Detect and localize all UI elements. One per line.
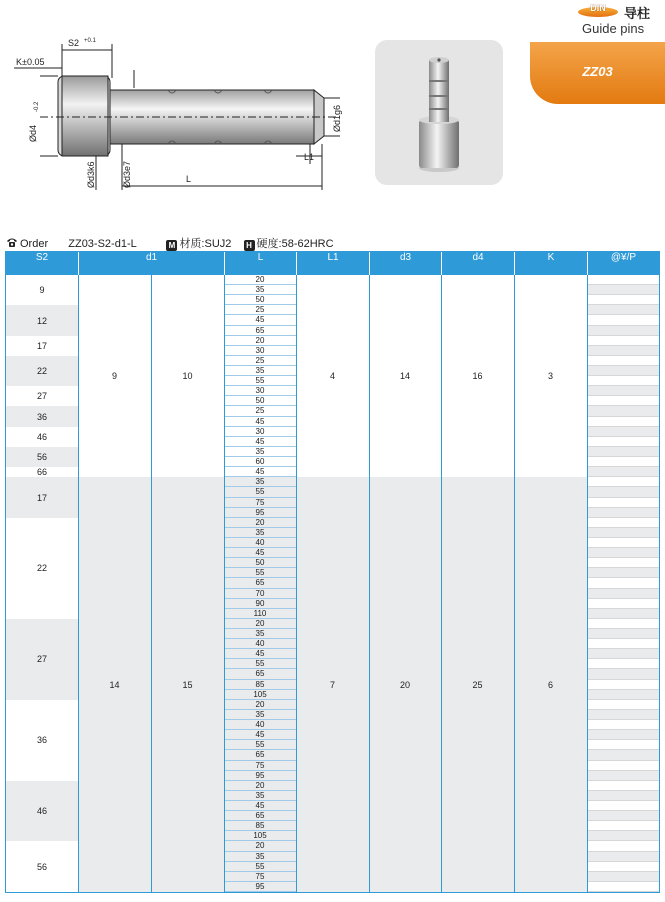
row-l-value: 65 [224, 669, 296, 679]
row-price-cell [587, 811, 659, 821]
row-price-cell [587, 599, 659, 609]
row-l-value: 55 [224, 659, 296, 669]
row-s2-value: 17 [36, 492, 47, 503]
row-l-value: 30 [224, 427, 296, 437]
label-k: K±0.05 [16, 57, 45, 67]
row-l-value: 65 [224, 750, 296, 760]
col-l1: L1 [296, 252, 369, 275]
row-l-value: 95 [224, 508, 296, 518]
row-l-value: 40 [224, 538, 296, 548]
row-s2-value: 36 [36, 411, 47, 422]
row-price-cell [587, 740, 659, 750]
group-d1: 9 [111, 371, 117, 382]
row-l-value: 105 [224, 690, 296, 700]
table-header [6, 252, 659, 275]
order-code: ZZ03-S2-d1-L [68, 238, 137, 250]
row-s2-value: 27 [36, 654, 47, 665]
row-price-cell [587, 852, 659, 862]
row-price-cell [587, 477, 659, 487]
product-photo [375, 40, 503, 185]
row-price-cell [587, 710, 659, 720]
row-l-value: 55 [224, 487, 296, 497]
row-l-value: 20 [224, 518, 296, 528]
row-l-value: 35 [224, 285, 296, 295]
row-price-cell [587, 609, 659, 619]
brand-header [578, 3, 660, 35]
row-price-cell [587, 427, 659, 437]
row-l-value: 25 [224, 406, 296, 416]
row-l-value: 35 [224, 629, 296, 639]
row-price-cell [587, 841, 659, 851]
row-price-cell [587, 669, 659, 679]
product-code: ZZ03 [582, 64, 613, 79]
row-l-value: 50 [224, 396, 296, 406]
row-l-value: 35 [224, 528, 296, 538]
row-price-cell [587, 498, 659, 508]
row-l-value: 85 [224, 680, 296, 690]
row-l-value: 40 [224, 639, 296, 649]
row-l-value: 20 [224, 275, 296, 285]
title-en: Guide pins [582, 21, 645, 36]
row-s2 [6, 700, 78, 781]
row-l-value: 65 [224, 811, 296, 821]
group-d3: 20 [399, 679, 410, 690]
row-price-cell [587, 649, 659, 659]
col-l: L [224, 252, 296, 275]
row-price-cell [587, 326, 659, 336]
row-price-cell [587, 761, 659, 771]
column-divider [151, 275, 152, 892]
row-price-cell [587, 285, 659, 295]
row-s2 [6, 781, 78, 842]
row-l-value: 95 [224, 771, 296, 781]
row-s2-value: 36 [36, 735, 47, 746]
row-l-value: 30 [224, 346, 296, 356]
row-price-cell [587, 346, 659, 356]
row-l-value: 35 [224, 791, 296, 801]
row-l-value: 25 [224, 305, 296, 315]
row-s2-value: 46 [36, 431, 47, 442]
row-s2 [6, 336, 78, 356]
row-price-cell [587, 487, 659, 497]
col-price: @¥/P [587, 252, 659, 275]
row-s2-value: 22 [36, 366, 47, 377]
row-l-value: 45 [224, 801, 296, 811]
row-s2-value: 27 [36, 391, 47, 402]
row-l-value: 45 [224, 315, 296, 325]
material-icon: M [166, 240, 177, 251]
row-s2-value: 56 [36, 452, 47, 463]
col-s2: S2 [35, 252, 49, 263]
row-l-value: 50 [224, 295, 296, 305]
row-s2 [6, 841, 78, 892]
row-l-value: 85 [224, 821, 296, 831]
technical-drawing [0, 30, 360, 200]
row-l-value: 20 [224, 781, 296, 791]
group-k: 3 [547, 371, 553, 382]
row-price-cell [587, 720, 659, 730]
row-price-cell [587, 447, 659, 457]
row-l-value: 55 [224, 568, 296, 578]
row-price-cell [587, 730, 659, 740]
row-l-value: 75 [224, 761, 296, 771]
table-body [6, 275, 659, 892]
group-d1: 14 [109, 679, 120, 690]
column-divider [369, 275, 370, 892]
row-price-cell [587, 305, 659, 315]
row-s2-value: 22 [36, 563, 47, 574]
label-d2: Ød3e7 [122, 160, 132, 188]
row-l-value: 45 [224, 467, 296, 477]
column-divider [514, 275, 515, 892]
row-l-value: 45 [224, 649, 296, 659]
label-s2-tol: +0.1 [84, 38, 96, 44]
group-l1: 4 [329, 371, 335, 382]
row-s2 [6, 477, 78, 517]
row-price-cell [587, 538, 659, 548]
group-d3: 14 [399, 371, 410, 382]
row-price-cell [587, 680, 659, 690]
row-price-cell [587, 376, 659, 386]
row-price-cell [587, 750, 659, 760]
row-l-value: 20 [224, 700, 296, 710]
row-l-value: 35 [224, 447, 296, 457]
row-price-cell [587, 528, 659, 538]
din-badge [578, 4, 618, 17]
guide-pin-image [375, 40, 503, 185]
row-l-value: 75 [224, 872, 296, 882]
spec-table [5, 251, 660, 893]
row-l-value: 30 [224, 386, 296, 396]
row-price-cell [587, 771, 659, 781]
row-price-cell [587, 872, 659, 882]
row-l-value: 35 [224, 710, 296, 720]
row-l-value: 50 [224, 558, 296, 568]
row-l-value: 40 [224, 720, 296, 730]
row-price-cell [587, 548, 659, 558]
row-s2-value: 66 [36, 467, 47, 478]
group-d1-second: 15 [182, 679, 193, 690]
col-k: K [514, 252, 587, 275]
row-price-cell [587, 356, 659, 366]
row-price-cell [587, 831, 659, 841]
column-divider [78, 275, 79, 892]
label-d4-tol: -0.2 [34, 101, 40, 112]
row-s2 [6, 386, 78, 406]
row-l-value: 25 [224, 356, 296, 366]
row-s2-value: 17 [36, 340, 47, 351]
label-d1: Ød1g6 [332, 104, 342, 132]
row-l-value: 95 [224, 882, 296, 892]
column-divider [441, 275, 442, 892]
row-l-value: 65 [224, 578, 296, 588]
group-d1-second: 10 [182, 371, 193, 382]
material-text: 材质:SUJ2 [179, 238, 232, 250]
row-price-cell [587, 558, 659, 568]
label-s2: S2 [68, 38, 80, 48]
hardness-icon: H [244, 240, 255, 251]
col-d3: d3 [369, 252, 441, 275]
row-s2-value: 9 [39, 285, 45, 296]
product-code-tab [530, 42, 665, 104]
row-price-cell [587, 791, 659, 801]
label-l1: L1 [304, 152, 315, 162]
row-l-value: 55 [224, 862, 296, 872]
row-price-cell [587, 862, 659, 872]
row-price-cell [587, 781, 659, 791]
column-divider [587, 275, 588, 892]
row-l-value: 20 [224, 841, 296, 851]
row-l-value: 55 [224, 376, 296, 386]
row-price-cell [587, 578, 659, 588]
row-l-value: 45 [224, 548, 296, 558]
row-price-cell [587, 629, 659, 639]
row-price-cell [587, 619, 659, 629]
row-s2 [6, 356, 78, 386]
row-l-value: 35 [224, 477, 296, 487]
row-price-cell [587, 518, 659, 528]
row-price-cell [587, 366, 659, 376]
row-l-value: 75 [224, 498, 296, 508]
row-price-cell [587, 386, 659, 396]
row-price-cell [587, 508, 659, 518]
title-cn: 导柱 [624, 7, 651, 22]
row-l-value: 20 [224, 619, 296, 629]
row-price-cell [587, 467, 659, 477]
row-price-cell [587, 396, 659, 406]
label-d4: Ød4 [28, 124, 38, 142]
group-l1: 7 [329, 679, 335, 690]
row-s2 [6, 619, 78, 700]
row-s2 [6, 518, 78, 619]
row-price-cell [587, 568, 659, 578]
row-s2 [6, 305, 78, 335]
row-l-value: 105 [224, 831, 296, 841]
row-price-cell [587, 690, 659, 700]
row-s2 [6, 467, 78, 477]
row-l-value: 35 [224, 852, 296, 862]
row-l-value: 70 [224, 589, 296, 599]
row-s2-value: 46 [36, 806, 47, 817]
order-label: Order [20, 238, 49, 250]
row-s2 [6, 427, 78, 447]
row-l-value: 90 [224, 599, 296, 609]
row-price-cell [587, 821, 659, 831]
group-d4: 25 [472, 679, 483, 690]
order-info-line [6, 235, 334, 249]
row-price-cell [587, 275, 659, 285]
row-l-value: 35 [224, 366, 296, 376]
row-price-cell [587, 457, 659, 467]
row-price-cell [587, 882, 659, 892]
label-l: L [186, 174, 192, 184]
row-s2-value: 56 [36, 861, 47, 872]
row-s2 [6, 275, 78, 305]
row-price-cell [587, 639, 659, 649]
din-badge-text: DIN [590, 3, 606, 13]
row-l-value: 20 [224, 336, 296, 346]
row-price-cell [587, 336, 659, 346]
row-s2 [6, 447, 78, 467]
row-price-cell [587, 659, 659, 669]
row-price-cell [587, 437, 659, 447]
row-price-cell [587, 589, 659, 599]
row-l-value: 45 [224, 730, 296, 740]
group-d4: 16 [472, 371, 483, 382]
row-s2-value: 12 [36, 315, 47, 326]
group-k: 6 [547, 679, 553, 690]
row-price-cell [587, 295, 659, 305]
row-l-value: 55 [224, 740, 296, 750]
row-s2 [6, 406, 78, 426]
row-price-cell [587, 315, 659, 325]
row-l-value: 45 [224, 417, 296, 427]
row-l-value: 60 [224, 457, 296, 467]
label-d3: Ød3k6 [86, 161, 96, 188]
column-divider [296, 275, 297, 892]
row-l-value: 65 [224, 326, 296, 336]
row-price-cell [587, 801, 659, 811]
phone-icon [6, 237, 18, 248]
column-divider [224, 275, 225, 892]
row-price-cell [587, 406, 659, 416]
col-d1: d1 [78, 252, 224, 275]
row-price-cell [587, 700, 659, 710]
hardness-text: 硬度:58-62HRC [256, 238, 334, 250]
col-d4: d4 [441, 252, 514, 275]
row-l-value: 45 [224, 437, 296, 447]
row-l-value: 110 [224, 609, 296, 619]
row-price-cell [587, 417, 659, 427]
